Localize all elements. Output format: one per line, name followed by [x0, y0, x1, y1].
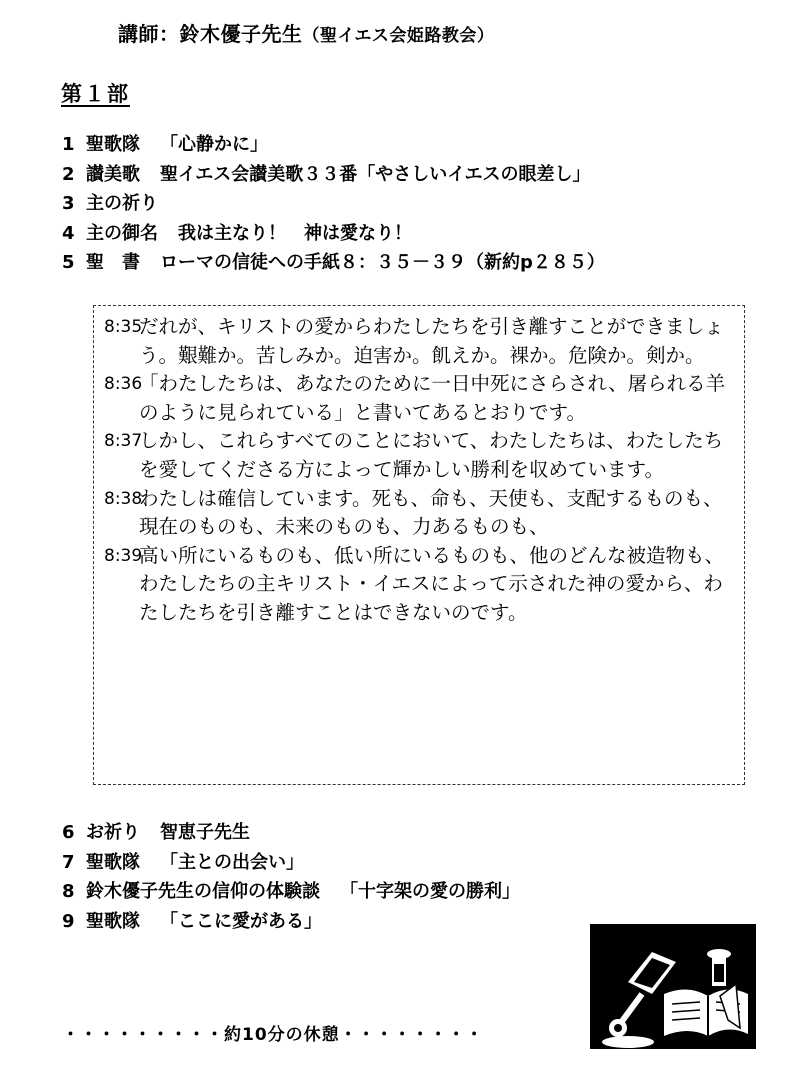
program-item-number: 6 — [62, 822, 75, 843]
program-item-number: 3 — [62, 193, 75, 214]
program-item-title: 鈴木優子先生の信仰の体験談 — [86, 881, 320, 902]
program-item-detail: 「心静かに」 — [160, 134, 268, 155]
program-item-title: 聖歌隊 — [86, 134, 140, 155]
verse-text: しかし、これらすべてのことにおいて、わたしたちは、わたしたちを愛してくださる方によって輝かしい勝利を収めています。 — [139, 429, 724, 481]
speaker-header — [118, 18, 494, 47]
program-item — [62, 219, 605, 249]
program-item-title: お祈り — [86, 822, 140, 843]
program-item-detail: 智恵子先生 — [160, 822, 250, 843]
program-item-number: 9 — [62, 910, 75, 932]
program-item-detail: 「主との出会い」 — [160, 851, 304, 873]
verse-reference: 8:37 — [104, 431, 143, 452]
program-item — [62, 248, 605, 278]
program-item-detail: 聖イエス会讃美歌３３番「やさしいイエスの眼差し」 — [160, 163, 591, 185]
program-item-number: 4 — [62, 222, 75, 244]
speaker-name: 講師：鈴木優子先生 — [118, 22, 303, 46]
program-item — [62, 189, 605, 219]
scripture-verse — [94, 485, 744, 542]
speaker-church: （聖イエス会姫路教会） — [302, 26, 495, 46]
program-item — [62, 907, 520, 937]
program-item-title: 聖歌隊 — [86, 851, 140, 873]
verse-text: 「わたしたちは、あなたのために一日中死にさらされ、屠られる羊のように見られている」と書いてあるとおりです。 — [139, 372, 726, 424]
program-item-number: 1 — [62, 134, 75, 155]
verse-reference: 8:39 — [104, 545, 143, 566]
scripture-verse — [94, 370, 744, 427]
program-item-detail: ローマの信徒への手紙８：３５－３９（新約p２８５） — [160, 252, 605, 273]
scripture-passage-box — [93, 305, 745, 785]
program-item-detail: 「十字架の愛の勝利」 — [340, 881, 520, 902]
program-item — [62, 130, 605, 160]
program-item-title: 聖 書 — [86, 252, 140, 273]
program-item-title: 主の祈り — [86, 193, 158, 214]
verse-reference: 8:35 — [104, 317, 143, 337]
program-item — [62, 160, 605, 190]
program-list-part1 — [62, 130, 605, 278]
program-item-title: 聖歌隊 — [86, 910, 140, 932]
program-item-number: 5 — [62, 252, 75, 273]
verse-text: わたしは確信しています。死も、命も、天使も、支配するものも、現在のものも、未来のものも、力あるものも、 — [139, 486, 723, 539]
program-item — [62, 818, 520, 848]
program-list-part2 — [62, 818, 520, 936]
program-item-title: 主の御名 — [86, 222, 158, 244]
section-title: 第１部 — [61, 82, 130, 106]
verse-text: 高い所にいるものも、低い所にいるものも、他のどんな被造物も、わたしたちの主キリスト・イエスによって示された神の愛から、わたしたちを引き離すことはできないのです。 — [139, 543, 725, 624]
break-notice: ・・・・・・・・・約10分の休憩・・・・・・・・ — [62, 1025, 484, 1045]
program-item-detail: 我は主なり！ 神は愛なり！ — [178, 222, 412, 244]
program-item-number: 7 — [62, 851, 75, 873]
program-item-number: 8 — [62, 881, 75, 902]
verse-reference: 8:36 — [104, 374, 143, 395]
verse-text: だれが、キリストの愛からわたしたちを引き離すことができましょう。艱難か。苦しみか。迫害か。飢えか。裸か。危険か。剣か。 — [139, 315, 724, 367]
program-item-number: 2 — [62, 163, 75, 185]
program-item-detail: 「ここに愛がある」 — [160, 910, 322, 932]
program-item — [62, 848, 520, 878]
scripture-verse — [94, 427, 744, 484]
lamp-and-bible-illustration — [590, 924, 756, 1049]
scripture-verse — [94, 313, 744, 370]
verse-reference: 8:38 — [104, 488, 143, 509]
program-item — [62, 877, 520, 907]
scripture-verse — [94, 542, 744, 628]
program-item-title: 讃美歌 — [86, 163, 140, 185]
